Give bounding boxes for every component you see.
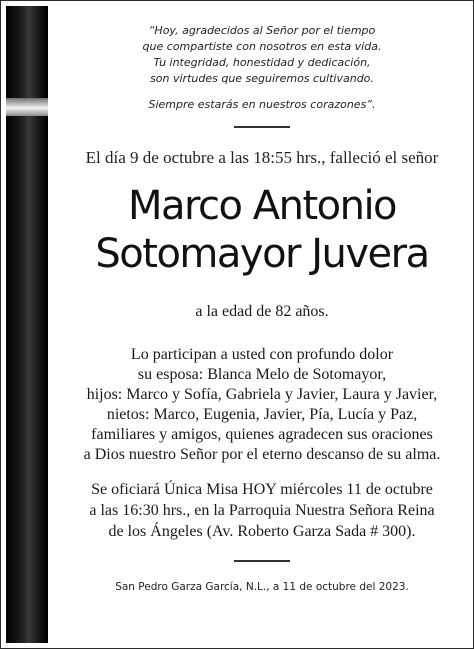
death-announcement: El día 9 de octubre a las 18:55 hrs., falleció el señor [85, 148, 439, 167]
participants-line: nietos: Marco, Eugenia, Javier, Pía, Lucía y Paz, [106, 406, 418, 423]
deceased-name-line2: Sotomayor Juvera [95, 231, 429, 277]
participants-line: a Dios nuestro Señor por el eterno descanso de su alma. [83, 446, 441, 463]
quote-closing: Siempre estarás en nuestros corazones”. [148, 98, 376, 111]
mass-line: Se oficiará Única Misa HOY miércoles 11 de octubre [91, 481, 433, 498]
participants-line: su esposa: Blanca Melo de Sotomayor, [137, 366, 387, 383]
quote-line: Tu integridad, honestidad y dedicación, [153, 56, 371, 69]
quote-line: “Hoy, agradecidos al Señor por el tiempo [148, 24, 376, 37]
mass-line: de los Ángeles (Av. Roberto Garza Sada # 300). [108, 523, 416, 540]
divider [234, 126, 290, 128]
deceased-name [61, 182, 463, 278]
participants-line: Lo participan a usted con profundo dolor [130, 346, 394, 363]
deceased-name-line1: Marco Antonio [127, 183, 397, 229]
quote-line: que compartiste con nosotros en esta vida. [142, 40, 382, 53]
quote-line: son virtudes que seguiremos cultivando. [150, 72, 374, 85]
notice-content [61, 1, 463, 648]
participants-line: familiares y amigos, quienes agradecen sus oraciones [91, 426, 433, 443]
divider [234, 560, 290, 562]
place-date-footer: San Pedro Garza García, N.L., a 11 de octubre del 2023. [115, 581, 409, 593]
participants-line: hijos: Marco y Sofía, Gabriela y Javier, Laura y Javier, [86, 386, 438, 403]
mass-details [61, 479, 463, 542]
participants-text [61, 345, 463, 465]
memorial-quote [61, 23, 463, 113]
age-text: a la edad de 82 años. [195, 303, 329, 320]
mass-line: a las 16:30 hrs., en la Parroquia Nuestra Señora Reina [89, 502, 435, 519]
